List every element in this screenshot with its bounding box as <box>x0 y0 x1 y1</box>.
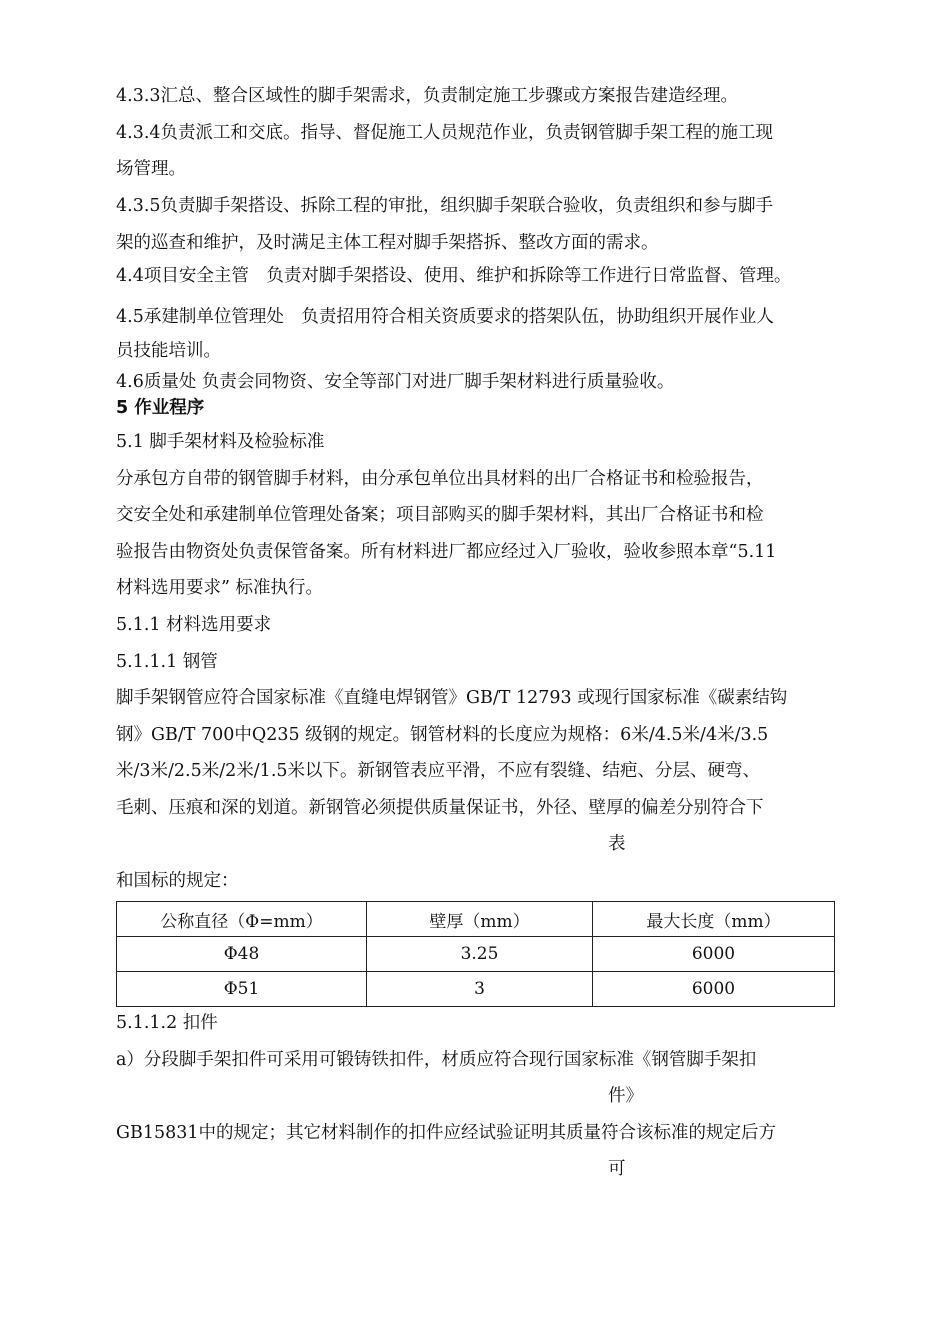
paragraph-5-1-line-1: 分承包方自带的钢管脚手材料，由分承包单位出具材料的出厂合格证书和检验报告， <box>116 469 764 489</box>
paragraph-5-1-line-4: 材料选用要求” 标准执行。 <box>116 578 324 598</box>
paragraph-steel-pipe-line-4: 毛刺、压痕和深的划道。新钢管必须提供质量保证书，外径、壁厚的偏差分别符合下 <box>116 798 764 818</box>
table-header-cell: 壁厚（mm） <box>367 902 593 937</box>
paragraph-5-1-line-2: 交安全处和承建制单位管理处备案；项目部购买的脚手架材料，其出厂合格证书和检 <box>116 505 764 525</box>
paragraph-4-6: 4.6质量处 负责会同物资、安全等部门对进厂脚手架材料进行质量验收。 <box>116 372 675 392</box>
paragraph-4-5: 4.5承建制单位管理处 负责招用符合相关资质要求的搭架队伍，协助组织开展作业人 <box>116 307 774 327</box>
pipe-spec-table <box>116 901 835 1007</box>
subheading-5-1-1: 5.1.1 材料选用要求 <box>116 615 272 635</box>
table-row <box>117 972 835 1007</box>
table-cell: 3 <box>367 972 593 1007</box>
paragraph-steel-pipe-line-5: 表 <box>608 834 626 854</box>
paragraph-steel-pipe-line-6: 和国标的规定： <box>116 871 239 891</box>
table-header-cell: 最大长度（mm） <box>593 902 835 937</box>
table-row <box>117 937 835 972</box>
table-cell: 3.25 <box>367 937 593 972</box>
paragraph-4-3-3: 4.3.3汇总、整合区域性的脚手架需求，负责制定施工步骤或方案报告建造经理。 <box>116 86 739 106</box>
paragraph-5-1-line-3: 验报告由物资处负责保管备案。所有材料进厂都应经过入厂验收，验收参照本章“5.11 <box>116 542 777 562</box>
paragraph-steel-pipe-line-3: 米/3米/2.5米/2米/1.5米以下。新钢管表应平滑，不应有裂缝、结疤、分层、硬弯、 <box>116 761 761 781</box>
table-cell: Φ48 <box>117 937 367 972</box>
paragraph-4-3-5: 4.3.5负责脚手架搭设、拆除工程的审批，组织脚手架联合验收，负责组织和参与脚手 <box>116 196 774 216</box>
table-cell: 6000 <box>593 937 835 972</box>
paragraph-4-4: 4.4项目安全主管 负责对脚手架搭设、使用、维护和拆除等工作进行日常监督、管理。 <box>116 266 792 286</box>
table-header-row <box>117 902 835 937</box>
table-cell: 6000 <box>593 972 835 1007</box>
paragraph-4-3-4: 4.3.4负责派工和交底。指导、督促施工人员规范作业，负责钢管脚手架工程的施工现 <box>116 123 774 143</box>
paragraph-4-3-4-cont: 场管理。 <box>116 159 186 179</box>
subheading-5-1-1-1: 5.1.1.1 钢管 <box>116 652 218 672</box>
paragraph-steel-pipe-line-1: 脚手架钢管应符合国家标准《直缝电焊钢管》GB/T 12793 或现行国家标准《碳素结钩 <box>116 688 788 708</box>
paragraph-4-3-5-cont: 架的巡查和维护，及时满足主体工程对脚手架搭拆、整改方面的需求。 <box>116 233 659 253</box>
section-heading-5: 5 作业程序 <box>116 398 205 418</box>
paragraph-fastener-line-2: 件》 <box>608 1086 643 1106</box>
paragraph-steel-pipe-line-2: 钢》GB/T 700中Q235 级钢的规定。钢管材料的长度应为规格：6米/4.5米/4米/3.5 <box>116 725 769 745</box>
paragraph-fastener-line-1: a）分段脚手架扣件可采用可锻铸铁扣件，材质应符合现行国家标准《钢管脚手架扣 <box>116 1050 757 1070</box>
subheading-5-1: 5.1 脚手架材料及检验标准 <box>116 432 325 452</box>
table-cell: Φ51 <box>117 972 367 1007</box>
paragraph-fastener-line-3: GB15831中的规定；其它材料制作的扣件应经试验证明其质量符合该标准的规定后方 <box>116 1123 777 1143</box>
paragraph-fastener-line-4: 可 <box>608 1159 626 1179</box>
table-header-cell: 公称直径（Φ=mm） <box>117 902 367 937</box>
paragraph-4-5-cont: 员技能培训。 <box>116 341 221 361</box>
subheading-5-1-1-2: 5.1.1.2 扣件 <box>116 1013 218 1033</box>
